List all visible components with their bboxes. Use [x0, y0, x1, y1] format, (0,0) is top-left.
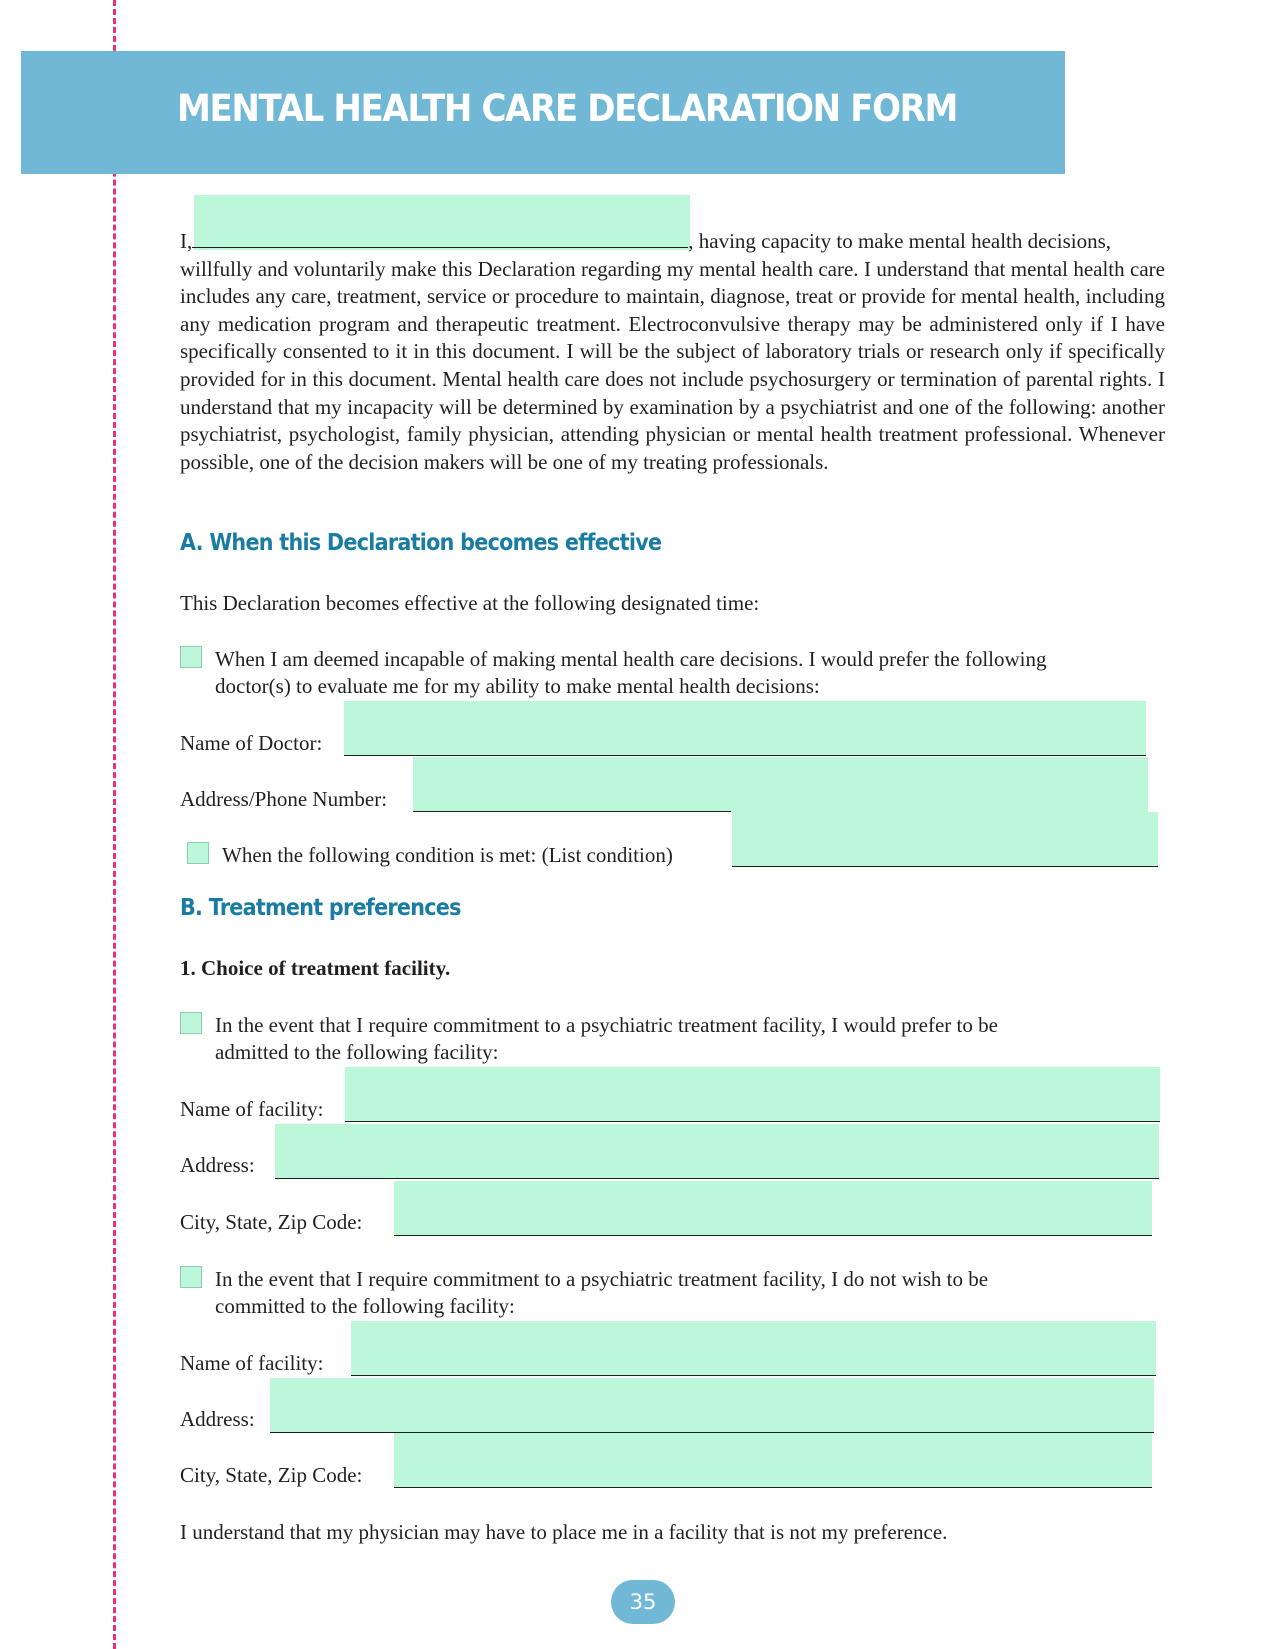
prefer-address-underline: [275, 1178, 1159, 1179]
doctor-address-underline: [413, 811, 731, 812]
intro-first-line: [180, 225, 1165, 256]
prefer-city-underline: [394, 1235, 1152, 1236]
intro-suffix: , having capacity to make mental health decisions,: [688, 229, 1112, 253]
avoid-facility-line2: committed to the following facility:: [215, 1294, 515, 1318]
prefer-city-label: City, State, Zip Code:: [180, 1210, 363, 1234]
declarant-name-underline: [192, 225, 688, 248]
avoid-facility-name-label: Name of facility:: [180, 1351, 324, 1375]
prefer-facility-name-underline: [345, 1121, 1160, 1122]
facility-choice-subheading: 1. Choice of treatment facility.: [180, 956, 451, 980]
incapable-option-line1: When I am deemed incapable of making mental health care decisions. I would prefer the following: [215, 647, 1047, 671]
closing-statement: I understand that my physician may have to place me in a facility that is not my preference.: [180, 1520, 948, 1544]
avoid-city-field[interactable]: [394, 1433, 1152, 1488]
intro-body: willfully and voluntarily make this Declaration regarding my mental health care. I understand that mental health care includes any care, treatment, service or procedure to maintain, diagnose, treat or provide for mental health, including any medication program and therapeutic treatment. Electroconvulsive therapy may be administered only if I have specifically consented to it in this document. I will be the subject of laboratory trials or research only if specifically provided for in this document. Mental health care does not include psychosurgery or termination of parental rights. I understand that my incapacity will be determined by examination by a psychiatrist and one of the following: another psychiatrist, psychologist, family physician, attending physician or mental health treatment professional. Whenever possible, one of the decision makers will be one of my treating professionals.: [180, 256, 1165, 474]
condition-option-text: When the following condition is met: (List condition): [222, 843, 673, 867]
page-title: MENTAL HEALTH CARE DECLARATION FORM: [177, 87, 958, 130]
prefer-facility-line2: admitted to the following facility:: [215, 1040, 499, 1064]
avoid-facility-name-field[interactable]: [351, 1321, 1156, 1376]
avoid-facility-name-underline: [351, 1375, 1156, 1376]
doctor-name-label: Name of Doctor:: [180, 731, 323, 755]
intro-paragraph: [180, 225, 1165, 476]
avoid-address-label: Address:: [180, 1407, 255, 1431]
prefer-facility-name-field[interactable]: [345, 1067, 1160, 1122]
condition-field[interactable]: [732, 812, 1158, 867]
avoid-facility-line1: In the event that I require commitment to a psychiatric treatment facility, I do not wish to be: [215, 1267, 989, 1291]
prefer-facility-checkbox[interactable]: [180, 1012, 202, 1034]
incapable-checkbox[interactable]: [180, 646, 202, 668]
prefer-facility-line1: In the event that I require commitment to a psychiatric treatment facility, I would prefer to be: [215, 1013, 998, 1037]
condition-underline: [732, 866, 1158, 867]
intro-prefix: I,: [180, 229, 193, 253]
section-a-heading: A. When this Declaration becomes effective: [180, 530, 662, 556]
prefer-facility-name-label: Name of facility:: [180, 1097, 324, 1121]
avoid-city-label: City, State, Zip Code:: [180, 1463, 363, 1487]
doctor-address-field[interactable]: [413, 757, 1148, 812]
doctor-name-underline: [344, 755, 1146, 756]
avoid-city-underline: [394, 1487, 1152, 1488]
condition-checkbox[interactable]: [187, 842, 209, 864]
prefer-city-field[interactable]: [394, 1181, 1152, 1236]
prefer-address-label: Address:: [180, 1153, 255, 1177]
margin-dashed-line: [113, 0, 116, 1649]
prefer-address-field[interactable]: [275, 1124, 1159, 1179]
avoid-facility-checkbox[interactable]: [180, 1266, 202, 1288]
doctor-address-label: Address/Phone Number:: [180, 787, 388, 811]
title-banner: [21, 51, 1065, 174]
doctor-name-field[interactable]: [344, 701, 1146, 756]
section-b-heading: B. Treatment preferences: [180, 895, 461, 921]
avoid-address-field[interactable]: [270, 1378, 1154, 1433]
page-number: 35: [611, 1580, 675, 1624]
incapable-option-line2: doctor(s) to evaluate me for my ability to make mental health decisions:: [215, 674, 820, 698]
section-a-lead: This Declaration becomes effective at the following designated time:: [180, 591, 760, 615]
